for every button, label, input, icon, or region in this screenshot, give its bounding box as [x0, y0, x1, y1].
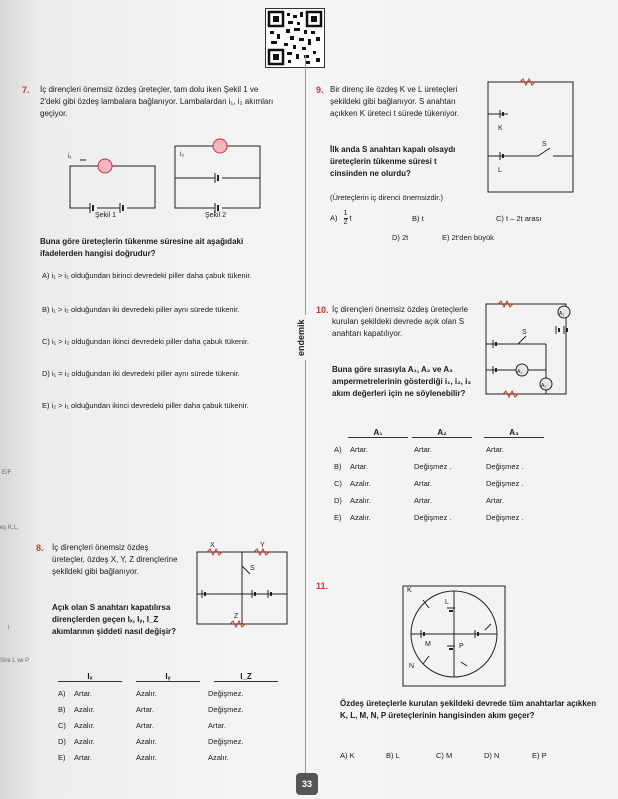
q7-figure-1	[70, 159, 155, 213]
q10-stem-block	[316, 304, 471, 338]
q8-rows	[58, 688, 288, 768]
q10-s-label: S	[522, 329, 527, 336]
q11-p-label: P	[459, 643, 464, 650]
q7-option-d[interactable]: D) i₁ = i₂ olduğundan iki devredeki piller aynı sürede tükenir.	[42, 369, 240, 378]
q9-k-label: K	[498, 125, 503, 132]
q8-stem-block	[36, 542, 186, 576]
q10-a2-label: A₂	[559, 311, 565, 317]
q11-question: Özdeş üreteçlerle kurulan şekildeki devrede tüm anahtarlar açıkken K, L, M, N, P üreteçlerinin hangisinden akım geçer?	[340, 699, 597, 720]
q10-option-d[interactable]: D) Azalır. Artar. Artar.	[334, 496, 504, 505]
q9-l-label: L	[498, 167, 502, 174]
margin-note: eş K,L,	[0, 525, 19, 531]
q7-i1-label: i₁	[68, 153, 72, 160]
q9-circuit-figure	[478, 70, 578, 200]
q9-note: (Üreteçlerin iç direnci önemsizdir.)	[330, 193, 443, 202]
q10-rows	[334, 444, 594, 529]
q8-col-header: Iₓ	[58, 672, 122, 682]
q9-stem-block	[316, 84, 466, 118]
q10-col-header: A₃	[484, 428, 544, 438]
q9-s-label: S	[542, 141, 547, 148]
margin-note: i	[8, 625, 10, 631]
qr-code-icon	[266, 9, 324, 67]
q8-option-d[interactable]: D) Azalır. Azalır. Değişmez.	[58, 737, 244, 746]
q8-z-label: Z	[234, 613, 239, 620]
q8-stem: İç dirençleri önemsiz özdeş üreteçler, özdeş X, Y, Z dirençlerine şekildeki gibi bağlanıyor.	[52, 543, 178, 576]
margin-note: E/F	[2, 470, 12, 476]
q7-figure-2	[175, 139, 260, 213]
q9-option-e[interactable]: E) 2t'den büyük	[442, 233, 494, 242]
q10-a3-label: A₃	[541, 383, 547, 389]
q11-option-b[interactable]: B) L	[386, 751, 400, 760]
q10-circuit-figure	[478, 294, 578, 404]
q7-stem: İç dirençleri önemsiz özdeş üreteçler, tam dolu iken Şekil 1 ve 2'deki gibi özdeş lambalara bağlanıyor. Lambalardan i₁, i₂ akımları geçiyor.	[40, 85, 274, 118]
q11-n-label: N	[409, 663, 415, 670]
q11-number: 11.	[316, 581, 329, 591]
q9-number: 9.	[316, 85, 324, 95]
q11-option-c[interactable]: C) M	[436, 751, 453, 760]
q11-option-e[interactable]: E) P	[532, 751, 547, 760]
q9-option-d[interactable]: D) 2t	[392, 233, 409, 242]
q7-option-a[interactable]: A) i₁ > i₂ olduğundan birinci devredeki piller daha çabuk tükenir.	[42, 271, 252, 280]
q7-question: Buna göre üreteçlerin tükenme süresine ait aşağıdaki ifadelerden hangisi doğrudur?	[40, 237, 244, 258]
q8-option-a[interactable]: A) Artar. Azalır. Değişmez.	[58, 689, 244, 698]
q10-option-e[interactable]: E) Azalır. Değişmez . Değişmez .	[334, 513, 524, 522]
q9-option-b[interactable]: B) t	[412, 214, 424, 223]
q7-fig2-label: Şekil 2	[205, 212, 227, 219]
q8-option-b[interactable]: B) Azalır. Artar. Değişmez.	[58, 705, 244, 714]
q11-m-label: M	[425, 641, 431, 648]
q7-fig1-label: Şekil 1	[95, 212, 117, 219]
q11-circuit-figure	[395, 578, 515, 690]
qr-code	[265, 8, 325, 68]
q11-k-label: K	[407, 587, 412, 594]
q8-x-label: X	[210, 542, 215, 549]
q10-option-c[interactable]: C) Azalır. Artar. Değişmez .	[334, 479, 524, 488]
q7-option-c[interactable]: C) i₁ > i₂ olduğundan ikinci devredeki piller daha çabuk tükenir.	[42, 337, 250, 346]
q11-l-label: L	[445, 599, 449, 606]
q7-option-b[interactable]: B) i₁ > i₂ olduğundan iki devredeki piller aynı sürede tükenir.	[42, 305, 240, 314]
q7-number: 7.	[22, 85, 30, 95]
q10-option-b[interactable]: B) Artar. Değişmez . Değişmez .	[334, 462, 524, 471]
q7-i2-label: i₂	[180, 151, 185, 158]
q11-option-d[interactable]: D) N	[484, 751, 500, 760]
q9-option-a[interactable]: A) $\frac{1}{2}$ t	[330, 210, 352, 226]
q10-col-header: A₁	[348, 428, 408, 438]
q7-stem-block	[22, 84, 282, 118]
q8-circuit-figure	[192, 538, 292, 633]
q10-a1-label: A₁	[517, 369, 523, 375]
q8-col-header: Iᵧ	[136, 672, 200, 682]
q10-option-a[interactable]: A) Artar. Artar. Artar.	[334, 445, 504, 454]
margin-note: Sire L ve P	[0, 658, 30, 664]
q8-col-header: I_Z	[214, 672, 278, 682]
q7-option-e[interactable]: E) i₂ > i₁ olduğundan ikinci devredeki piller daha çabuk tükenir.	[42, 401, 249, 410]
q11-stem-block	[316, 580, 328, 593]
q10-col-header: A₂	[412, 428, 472, 438]
page-number: 33	[296, 773, 318, 795]
q8-y-label: Y	[260, 542, 265, 549]
q8-number: 8.	[36, 543, 44, 553]
column-divider	[305, 55, 306, 775]
q9-question: İlk anda S anahtarı kapalı olsaydı üreteçlerin tükenme süresi t cinsinden ne olurdu?	[330, 145, 456, 178]
q8-option-e[interactable]: E) Artar. Azalır. Azalır.	[58, 753, 229, 762]
q8-question: Açık olan S anahtarı kapatılırsa dirençlerden geçen Iₓ, Iᵧ, I_Z akımlarının şiddeti nasıl değişir?	[52, 603, 177, 636]
q9-option-c[interactable]: C) t – 2t arası	[496, 214, 542, 223]
q11-option-a[interactable]: A) K	[340, 751, 355, 760]
q9-option-a-fraction: $\frac{1}{2}$	[343, 210, 348, 226]
brand-logo: endemik	[296, 315, 306, 360]
q8-s-label: S	[250, 565, 255, 572]
q8-option-c[interactable]: C) Azalır. Artar. Artar.	[58, 721, 226, 730]
q7-circuits-figure	[60, 138, 275, 228]
q9-stem: Bir direnç ile özdeş K ve L üreteçleri şekildeki gibi bağlanıyor. S anahtarı açıkken K üreteci t sürede tükeniyor.	[330, 85, 459, 118]
q10-stem: İç dirençleri önemsiz özdeş üreteçlerle kurulan şekildeki devrede açık olan S anahtarı kapatılıyor.	[332, 305, 469, 338]
q10-number: 10.	[316, 305, 329, 315]
q10-question: Buna göre sırasıyla A₁, A₂ ve A₃ ampermetrelerinin gösterdiği i₁, i₂, i₃ akım değerleri için ne söylenebilir?	[332, 365, 472, 398]
